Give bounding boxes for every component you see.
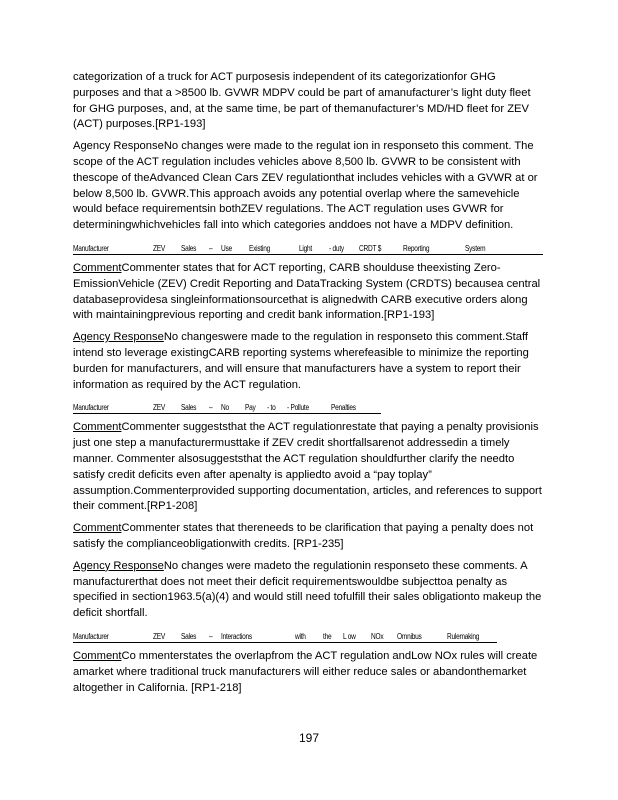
paragraph: Agency ResponseNo changeswere made to the regulation in responseto this comment.Staff intend sto leverage existingCARB reporting systems wherefeasible to minimize the reporting burden for manufacturers, and will ensure that manufacturers have a system to report their information as required by the ACT regulation. bbox=[73, 331, 529, 391]
paragraph: Agency ResponseNo changes were made to the regulat ion in responseto this comment. The scope of the ACT regulation includes vehicles above 8,500 lb. GVWR to be consistent with thescope of theAdvanced Clean Cars ZEV regulationthat includes vehicles with a GVWR at or below 8,500 lb. GVWR.This approach avoids any potential overlap where the samevehicle would beface requirementsin bothZEV regulations. The ACT regulation uses GVWR for determiningwhichvehicles fall into which categories anddoes not have a MDPV definition. bbox=[73, 140, 538, 232]
paragraph: CommentCo mmenterstates the overlapfrom the ACT regulation andLow NOx rules will create amarket where traditional truck manufacturers will either reduce sales or abandonthemarket altogether in California. [RP1-218] bbox=[73, 649, 538, 694]
section-heading: Manufacturer ZEV Sales – Use Existing Light - duty CRDT $ Reporting System bbox=[73, 244, 543, 255]
document-body bbox=[73, 70, 543, 702]
section-heading: Manufacturer ZEV Sales – Interactions with the L ow NOx Omnibus Rulemaking bbox=[73, 632, 497, 643]
paragraph: categorization of a truck for ACT purposesis independent of its categorizationfor GHG purposes and that a >8500 lb. GVWR MDPV could be part of amanufacturer’s light duty fleet for GHG purposes, and, at the same time, be part of themanufacturer’s MD/HD fleet for ZEV (ACT) purposes.[RP1-193] bbox=[73, 71, 531, 131]
page-number: 197 bbox=[298, 731, 320, 745]
paragraph: Agency ResponseNo changes were madeto the regulationin responseto these comments. A manufacturerthat does not meet their deficit requirementswouldbe subjecttoa penalty as specified in section1963.5(a)(4) and would still need tofulfill their sales obligationto makeup the deficit shortfall. bbox=[73, 559, 542, 620]
paragraph: CommentCommenter states that for ACT reporting, CARB shoulduse theexisting Zero-EmissionVehicle (ZEV) Credit Reporting and DataTracking System (CRDTS) becausea central databaseprovidesa singleinformationsourcethat is alignedwith CARB executive orders along with maintainingprevious reporting and credit bank information.[RP1-193] bbox=[73, 261, 541, 322]
paragraph: CommentCommenter states that thereneeds to be clarification that paying a penalty does not satisfy the complianceobligationwith credits. [RP1-235] bbox=[73, 522, 534, 550]
section-heading: Manufacturer ZEV Sales – No Pay - to - Pollute Penalties bbox=[73, 403, 381, 414]
paragraph: CommentCommenter suggeststhat the ACT regulationrestate that paying a penalty provisionis just one step a manufacturermusttake if ZEV credit shortfallsarenot addressedin a timely manner. Commenter alsosuggeststhat the ACT regulation shouldfurther clarify the needto satisfy credit deficits even after apenalty is appliedto avoid a “pay toplay” assumption.Commenterprovided supporting documentation, articles, and references to support their comment.[RP1-208] bbox=[73, 421, 542, 513]
